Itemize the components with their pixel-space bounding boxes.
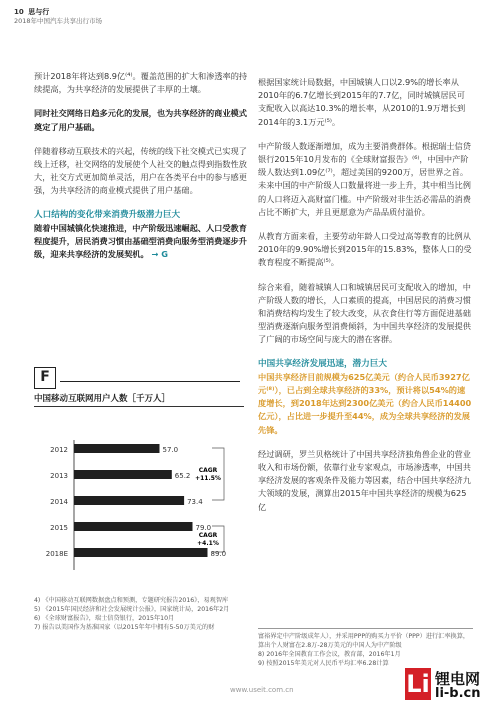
footnotes-left xyxy=(34,596,249,632)
value-label: 73.4 xyxy=(187,498,203,506)
paragraph-bold: 同时社交网络日趋多元化的发展，也为共享经济的商业模式奠定了用户基础。 xyxy=(34,108,247,132)
divider xyxy=(60,381,240,382)
paragraph-bold xyxy=(34,222,249,262)
paragraph: 预计2018年将达到8.9亿⁽⁴⁾。覆盖范围的扩大和渗透率的持续提高，为共享经济的发展提供了丰厚的土壤。 xyxy=(34,71,248,95)
divider xyxy=(258,628,473,629)
paragraph: 中产阶级人数逐渐增加，成为主要消费群体。根据瑞士信贷银行2015年10月发布的《全球财富报告》⁽⁶⁾，中国中产阶级人数达到1.09亿⁽⁷⁾，超过美国的9200万，居世界之首。未来中国的中产阶级人口数量将进一步上升，其中相当比例的人口将迈入高财富门槛。中产阶级对非生活必需品的消费占比不断扩大，并且更愿意为产品品质付溢价。 xyxy=(258,140,471,217)
footnotes-right xyxy=(258,628,473,668)
chart-title: 中国移动互联网用户人数［千万人］ xyxy=(34,394,171,404)
category-label: 2014 xyxy=(50,498,68,506)
footnote: 4) 《中国移动互联网数据盘点和预测，专题研究报告2016》，易观智库 xyxy=(34,597,229,604)
footnote: 9) 按照2015年美元对人民币平均汇率6.28计算 xyxy=(258,660,389,667)
bar xyxy=(74,522,193,531)
logo-mark: Li xyxy=(406,670,430,698)
bar xyxy=(74,470,172,479)
paragraph: 根据国家统计局数据，中国城镇人口以2.9%的增长率从2010年的6.7亿增长到2015年的7.7亿，同时城镇居民可支配收入以高达10.3%的增长率，从2010的1.9万增长到2014年的3.1万元⁽⁵⁾。 xyxy=(258,77,466,127)
watermark: www.useit.com.cn xyxy=(230,686,294,694)
figure-label: F xyxy=(34,367,56,389)
cagr-bracket xyxy=(212,448,224,500)
footnote: 7) 报告以美国作为基准国家（以2015年年中拥有5-50万美元的财 xyxy=(34,624,215,631)
paragraph: 综合来看，随着城镇人口和城镇居民可支配收入的增加，中产阶级人数的增长，人口素质的提高，中国居民的消费习惯和消费结构均发生了较大改变，从衣食住行等方面促进基础型消费逐渐向服务型消费倾斜，为中国共享经济的发展提供了广阔的市场空间与庞大的潜在客群。 xyxy=(258,281,471,345)
page-number: 10 xyxy=(14,8,24,16)
right-column xyxy=(258,76,473,525)
cagr-label: CAGR xyxy=(198,467,218,474)
bar-chart xyxy=(34,440,234,580)
footnote: 8) 2016年全国教育工作会议，教育部，2016年1月 xyxy=(258,651,401,658)
section-title: 思与行 xyxy=(28,8,50,16)
figure-link[interactable]: → G xyxy=(151,249,168,260)
footnote: 5) 《2015年国民经济和社会发展统计公报》，国家统计局，2016年2月 xyxy=(34,606,230,613)
value-label: 89.0 xyxy=(210,550,227,558)
site-logo xyxy=(405,664,500,708)
value-label: 79.0 xyxy=(195,524,212,532)
report-subtitle: 2018年中国汽车共享出行市场 xyxy=(14,17,103,25)
logo-url: li-b.cn xyxy=(435,686,481,701)
category-label: 2012 xyxy=(50,446,68,454)
bar xyxy=(74,444,160,453)
category-label: 2013 xyxy=(50,472,68,480)
cagr-value: +4.1% xyxy=(197,540,219,547)
paragraph: 经过调研，罗兰贝格统计了中国共享经济独角兽企业的营业收入和市场份额，依靠行业专家观点，市场渗透率，中国共享经济发展的客观条件及能力等因素，结合中国共享经济九大领域的发展，测算出2015年中国共享经济的规模为625亿 xyxy=(258,448,471,512)
section-heading: 中国共享经济发展迅速，潜力巨大 xyxy=(258,358,387,369)
paragraph: 伴随着移动互联技术的兴起，传统的线下社交模式已实现了线上迁移，社交网络的发展使个人社交的触点得到指数性放大，社交方式更加简单灵活，用户在各类平台中的参与感更强，为共享经济的商业模式提供了用户基础。 xyxy=(34,145,247,196)
divider xyxy=(34,406,244,407)
cagr-bracket xyxy=(212,526,224,552)
footnote: 富裕界定中产阶级成年人），并采用PPP的购买力平价（PPP）进行汇率换算，算出个人财富在2.8万-28万美元的中国人为中产阶级 xyxy=(258,633,470,649)
category-label: 2015 xyxy=(50,524,68,532)
value-label: 65.2 xyxy=(174,472,191,480)
category-label: 2018E xyxy=(45,550,68,558)
bar xyxy=(74,548,208,557)
footnote: 6) 《全球财富报告》，瑞士信贷银行，2015年10月 xyxy=(34,615,175,622)
page-header xyxy=(14,8,102,26)
paragraph-bold-text: 随着中国城镇化快速推进，中产阶级迅速崛起、人口受教育程度提升，居民消费习惯由基础型消费向服务型消费逐步升级，迎来共享经济的发展契机。 xyxy=(34,222,247,260)
value-label: 57.0 xyxy=(162,446,179,454)
highlight-paragraph: 中国共享经济目前规模为625亿美元（约合人民币3927亿元⁽⁸⁾），已占到全球共享经济的33%，预计将以54%的速度增长，到2018年达到2300亿美元（约合人民币14400亿元），占比进一步提升至44%，成为全球共享经济的发展先锋。 xyxy=(258,371,472,435)
logo-text: 锂电网 xyxy=(435,670,481,688)
cagr-value: +11.5% xyxy=(195,475,221,482)
cagr-label: CAGR xyxy=(198,532,218,539)
section-heading: 人口结构的变化带来消费升级潜力巨大 xyxy=(34,209,181,220)
paragraph: 从教育方面来看，主要劳动年龄人口受过高等教育的比例从2010年的9.90%增长到2015年的15.83%，整体人口的受教育程度不断提高⁽⁵⁾。 xyxy=(258,231,472,268)
bar xyxy=(74,496,184,505)
